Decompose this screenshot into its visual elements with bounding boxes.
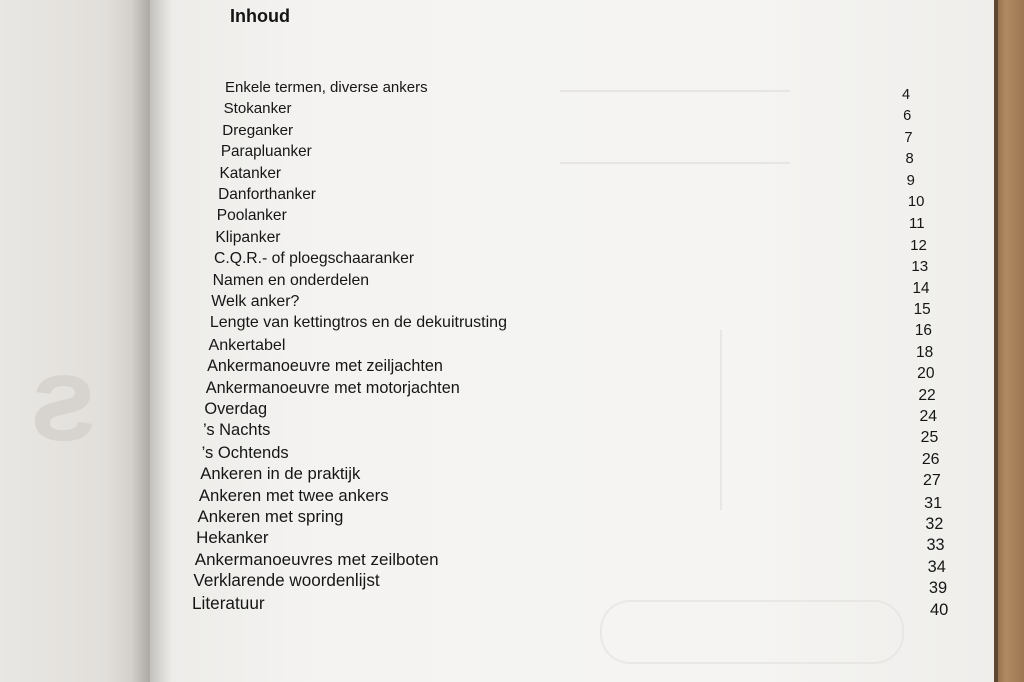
toc-entry-title: Ankeren met twee ankers bbox=[198, 485, 389, 505]
toc-entry bbox=[0, 293, 1024, 318]
toc-entry bbox=[0, 442, 1024, 468]
toc-entry-title: Poolanker bbox=[216, 207, 287, 225]
toc-entry bbox=[0, 186, 1024, 208]
toc-entry bbox=[0, 528, 1024, 555]
toc-entry-page-number: 11 bbox=[909, 215, 925, 233]
toc-entry bbox=[0, 400, 1024, 425]
toc-entry bbox=[0, 250, 1024, 276]
toc-entry-page-number: 27 bbox=[923, 472, 941, 490]
toc-entry-title: Welk anker? bbox=[211, 293, 300, 310]
toc-entry-title: Namen en onderdelen bbox=[212, 271, 370, 289]
toc-entry bbox=[0, 207, 1024, 233]
toc-entry-page-number: 15 bbox=[913, 301, 931, 318]
toc-entry-title: Ankermanoeuvres met zeilboten bbox=[194, 549, 439, 569]
toc-entry bbox=[0, 378, 1024, 404]
toc-entry-title: ’s Ochtends bbox=[201, 442, 289, 462]
toc-entry-page-number: 20 bbox=[917, 365, 935, 383]
toc-entry bbox=[0, 335, 1024, 361]
toc-entry-page-number: 18 bbox=[916, 343, 934, 361]
toc-entry-title: Hekanker bbox=[196, 528, 269, 548]
toc-entry-title: C.Q.R.- of ploegschaaranker bbox=[214, 250, 415, 268]
toc-entry bbox=[0, 143, 1024, 168]
toc-entry-page-number: 6 bbox=[903, 108, 912, 125]
toc-entry-title: Dreganker bbox=[222, 121, 294, 139]
toc-entry-title: Klipanker bbox=[215, 228, 281, 246]
toc-entry-page-number: 26 bbox=[921, 450, 940, 468]
toc-entry bbox=[0, 165, 1024, 187]
toc-entry-title: Overdag bbox=[204, 400, 268, 418]
toc-entry-title: Enkele termen, diverse ankers bbox=[225, 79, 428, 96]
toc-entry-page-number: 32 bbox=[925, 515, 944, 533]
toc-entry bbox=[0, 79, 1024, 101]
show-through-graphic: ƨ bbox=[30, 332, 89, 466]
page-title: Inhoud bbox=[230, 6, 290, 26]
toc-entry bbox=[0, 507, 1024, 533]
toc-entry-title: Ankeren met spring bbox=[197, 507, 344, 526]
toc-entry bbox=[0, 271, 1024, 297]
toc-entry bbox=[0, 357, 1024, 383]
toc-entry bbox=[0, 549, 1024, 576]
toc-entry-page-number: 31 bbox=[924, 493, 943, 512]
toc-entry-title: Verklarende woordenlijst bbox=[193, 571, 380, 591]
toc-entry-page-number: 4 bbox=[902, 87, 911, 103]
toc-entry-title: Parapluanker bbox=[220, 143, 312, 161]
toc-entry bbox=[0, 592, 1024, 619]
toc-entry bbox=[0, 421, 1024, 447]
toc-entry bbox=[0, 100, 1024, 125]
toc-entry-page-number: 34 bbox=[927, 557, 946, 576]
toc-entry-page-number: 13 bbox=[911, 258, 929, 276]
toc-entry bbox=[0, 314, 1024, 340]
toc-entry-page-number: 22 bbox=[918, 386, 936, 404]
toc-entry-page-number: 39 bbox=[928, 579, 948, 598]
toc-entry-title: Lengte van kettingtros en de dekuitrusting bbox=[209, 314, 507, 332]
toc-entry-title: Ankermanoeuvre met zeiljachten bbox=[207, 357, 443, 376]
toc-entry-page-number: 10 bbox=[907, 194, 925, 210]
toc-entry-title: Ankeren in de praktijk bbox=[200, 464, 361, 484]
toc-entry-title: Literatuur bbox=[192, 592, 265, 613]
toc-entry-title: ’s Nachts bbox=[203, 421, 271, 440]
toc-entry-title: Danforthanker bbox=[218, 186, 316, 203]
toc-entry-title: Stokanker bbox=[223, 100, 292, 118]
toc-entry-page-number: 16 bbox=[914, 322, 932, 340]
toc-entry bbox=[0, 228, 1024, 254]
toc-entry-page-number: 40 bbox=[930, 600, 949, 619]
toc-entry-title: Ankertabel bbox=[208, 335, 286, 354]
toc-entry-page-number: 9 bbox=[906, 172, 915, 189]
toc-entry-page-number: 33 bbox=[926, 536, 945, 555]
toc-entry bbox=[0, 122, 1024, 144]
toc-entry bbox=[0, 464, 1024, 490]
toc-entry-page-number: 7 bbox=[904, 129, 913, 146]
toc-entry bbox=[0, 571, 1024, 598]
toc-entry-page-number: 24 bbox=[919, 408, 938, 425]
toc-entry bbox=[0, 485, 1024, 512]
toc-entry-page-number: 25 bbox=[920, 429, 939, 447]
toc-entry-page-number: 14 bbox=[912, 279, 930, 297]
toc-entry-page-number: 8 bbox=[905, 151, 914, 168]
toc-entry-title: Ankermanoeuvre met motorjachten bbox=[205, 378, 460, 397]
toc-entry-title: Katanker bbox=[219, 164, 281, 182]
toc-entry-page-number: 12 bbox=[910, 236, 927, 254]
